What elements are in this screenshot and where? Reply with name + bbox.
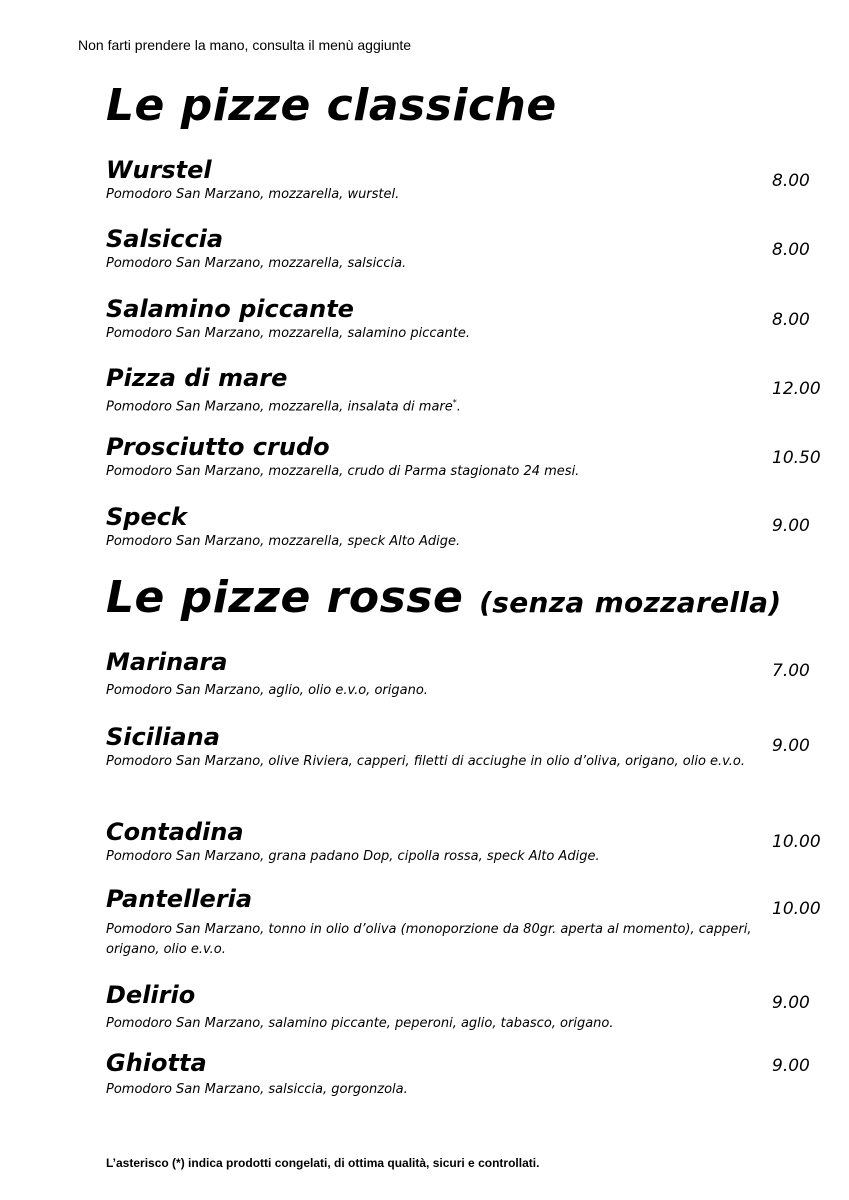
section-title-rosse <box>106 572 781 623</box>
section-title-classiche <box>106 80 557 131</box>
menu-item-salsiccia <box>106 224 826 274</box>
item-price: 9.00 <box>772 516 810 536</box>
item-name: Wurstel <box>106 156 212 184</box>
menu-item-marinara <box>106 647 826 701</box>
footer-note: L’asterisco (*) indica prodotti congelati, di ottima qualità, sicuri e controllati. <box>106 1156 540 1170</box>
menu-item-delirio <box>106 980 826 1034</box>
item-description: Pomodoro San Marzano, aglio, olio e.v.o, origano. <box>106 683 428 698</box>
menu-item-speck <box>106 502 826 552</box>
item-price: 10.00 <box>772 899 821 919</box>
item-name: Siciliana <box>106 723 220 751</box>
item-price: 8.00 <box>772 310 810 330</box>
item-description: Pomodoro San Marzano, grana padano Dop, cipolla rossa, speck Alto Adige. <box>106 849 600 864</box>
asterisk-mark: * <box>452 398 457 407</box>
item-description: Pomodoro San Marzano, mozzarella, salamino piccante. <box>106 326 470 341</box>
item-price: 10.50 <box>772 448 821 468</box>
item-name: Salamino piccante <box>106 295 354 323</box>
item-description: Pomodoro San Marzano, olive Riviera, capperi, filetti di acciughe in olio d’oliva, origano, olio e.v.o. <box>106 754 746 769</box>
section-subtitle: (senza mozzarella) <box>479 586 782 619</box>
item-price: 10.00 <box>772 832 821 852</box>
item-price: 8.00 <box>772 171 810 191</box>
item-name: Delirio <box>106 981 196 1009</box>
item-price: 8.00 <box>772 240 810 260</box>
menu-item-pantelleria <box>106 884 826 960</box>
item-price: 9.00 <box>772 736 810 756</box>
section-title-text: Le pizze rosse <box>106 572 464 623</box>
item-description: Pomodoro San Marzano, mozzarella, speck Alto Adige. <box>106 534 461 549</box>
item-description: Pomodoro San Marzano, salsiccia, gorgonzola. <box>106 1082 408 1097</box>
item-name: Contadina <box>106 818 244 846</box>
menu-item-wurstel <box>106 155 826 205</box>
item-name: Ghiotta <box>106 1049 207 1077</box>
item-description: Pomodoro San Marzano, mozzarella, crudo di Parma stagionato 24 mesi. <box>106 464 580 479</box>
menu-item-ghiotta <box>106 1048 826 1100</box>
item-description: Pomodoro San Marzano, mozzarella, wurstel. <box>106 187 400 202</box>
item-price: 9.00 <box>772 993 810 1013</box>
item-description-end: . <box>456 399 461 415</box>
item-name: Pizza di mare <box>106 364 288 392</box>
item-description: Pomodoro San Marzano, mozzarella, salsiccia. <box>106 256 407 271</box>
menu-item-siciliana <box>106 722 826 772</box>
item-name: Pantelleria <box>106 885 253 913</box>
menu-item-pizza-di-mare <box>106 363 826 417</box>
menu-item-contadina <box>106 817 826 867</box>
menu-item-salamino-piccante <box>106 294 826 344</box>
item-description: Pomodoro San Marzano, tonno in olio d’oliva (monoporzione da 80gr. aperta al momento), capperi, origano, olio e.v.o. <box>106 922 752 957</box>
item-name: Marinara <box>106 648 228 676</box>
item-name: Speck <box>106 503 187 531</box>
item-description: Pomodoro San Marzano, salamino piccante, peperoni, aglio, tabasco, origano. <box>106 1016 614 1031</box>
item-description-text: Pomodoro San Marzano, mozzarella, insalata di mare <box>106 399 453 415</box>
item-name: Salsiccia <box>106 225 224 253</box>
section-title-text: Le pizze classiche <box>106 80 557 131</box>
item-price: 7.00 <box>772 661 810 681</box>
menu-item-prosciutto-crudo <box>106 432 826 482</box>
item-price: 9.00 <box>772 1056 810 1076</box>
item-description <box>106 393 766 417</box>
top-note: Non farti prendere la mano, consulta il menù aggiunte <box>78 37 412 53</box>
item-name: Prosciutto crudo <box>106 433 330 461</box>
item-price: 12.00 <box>772 379 821 399</box>
